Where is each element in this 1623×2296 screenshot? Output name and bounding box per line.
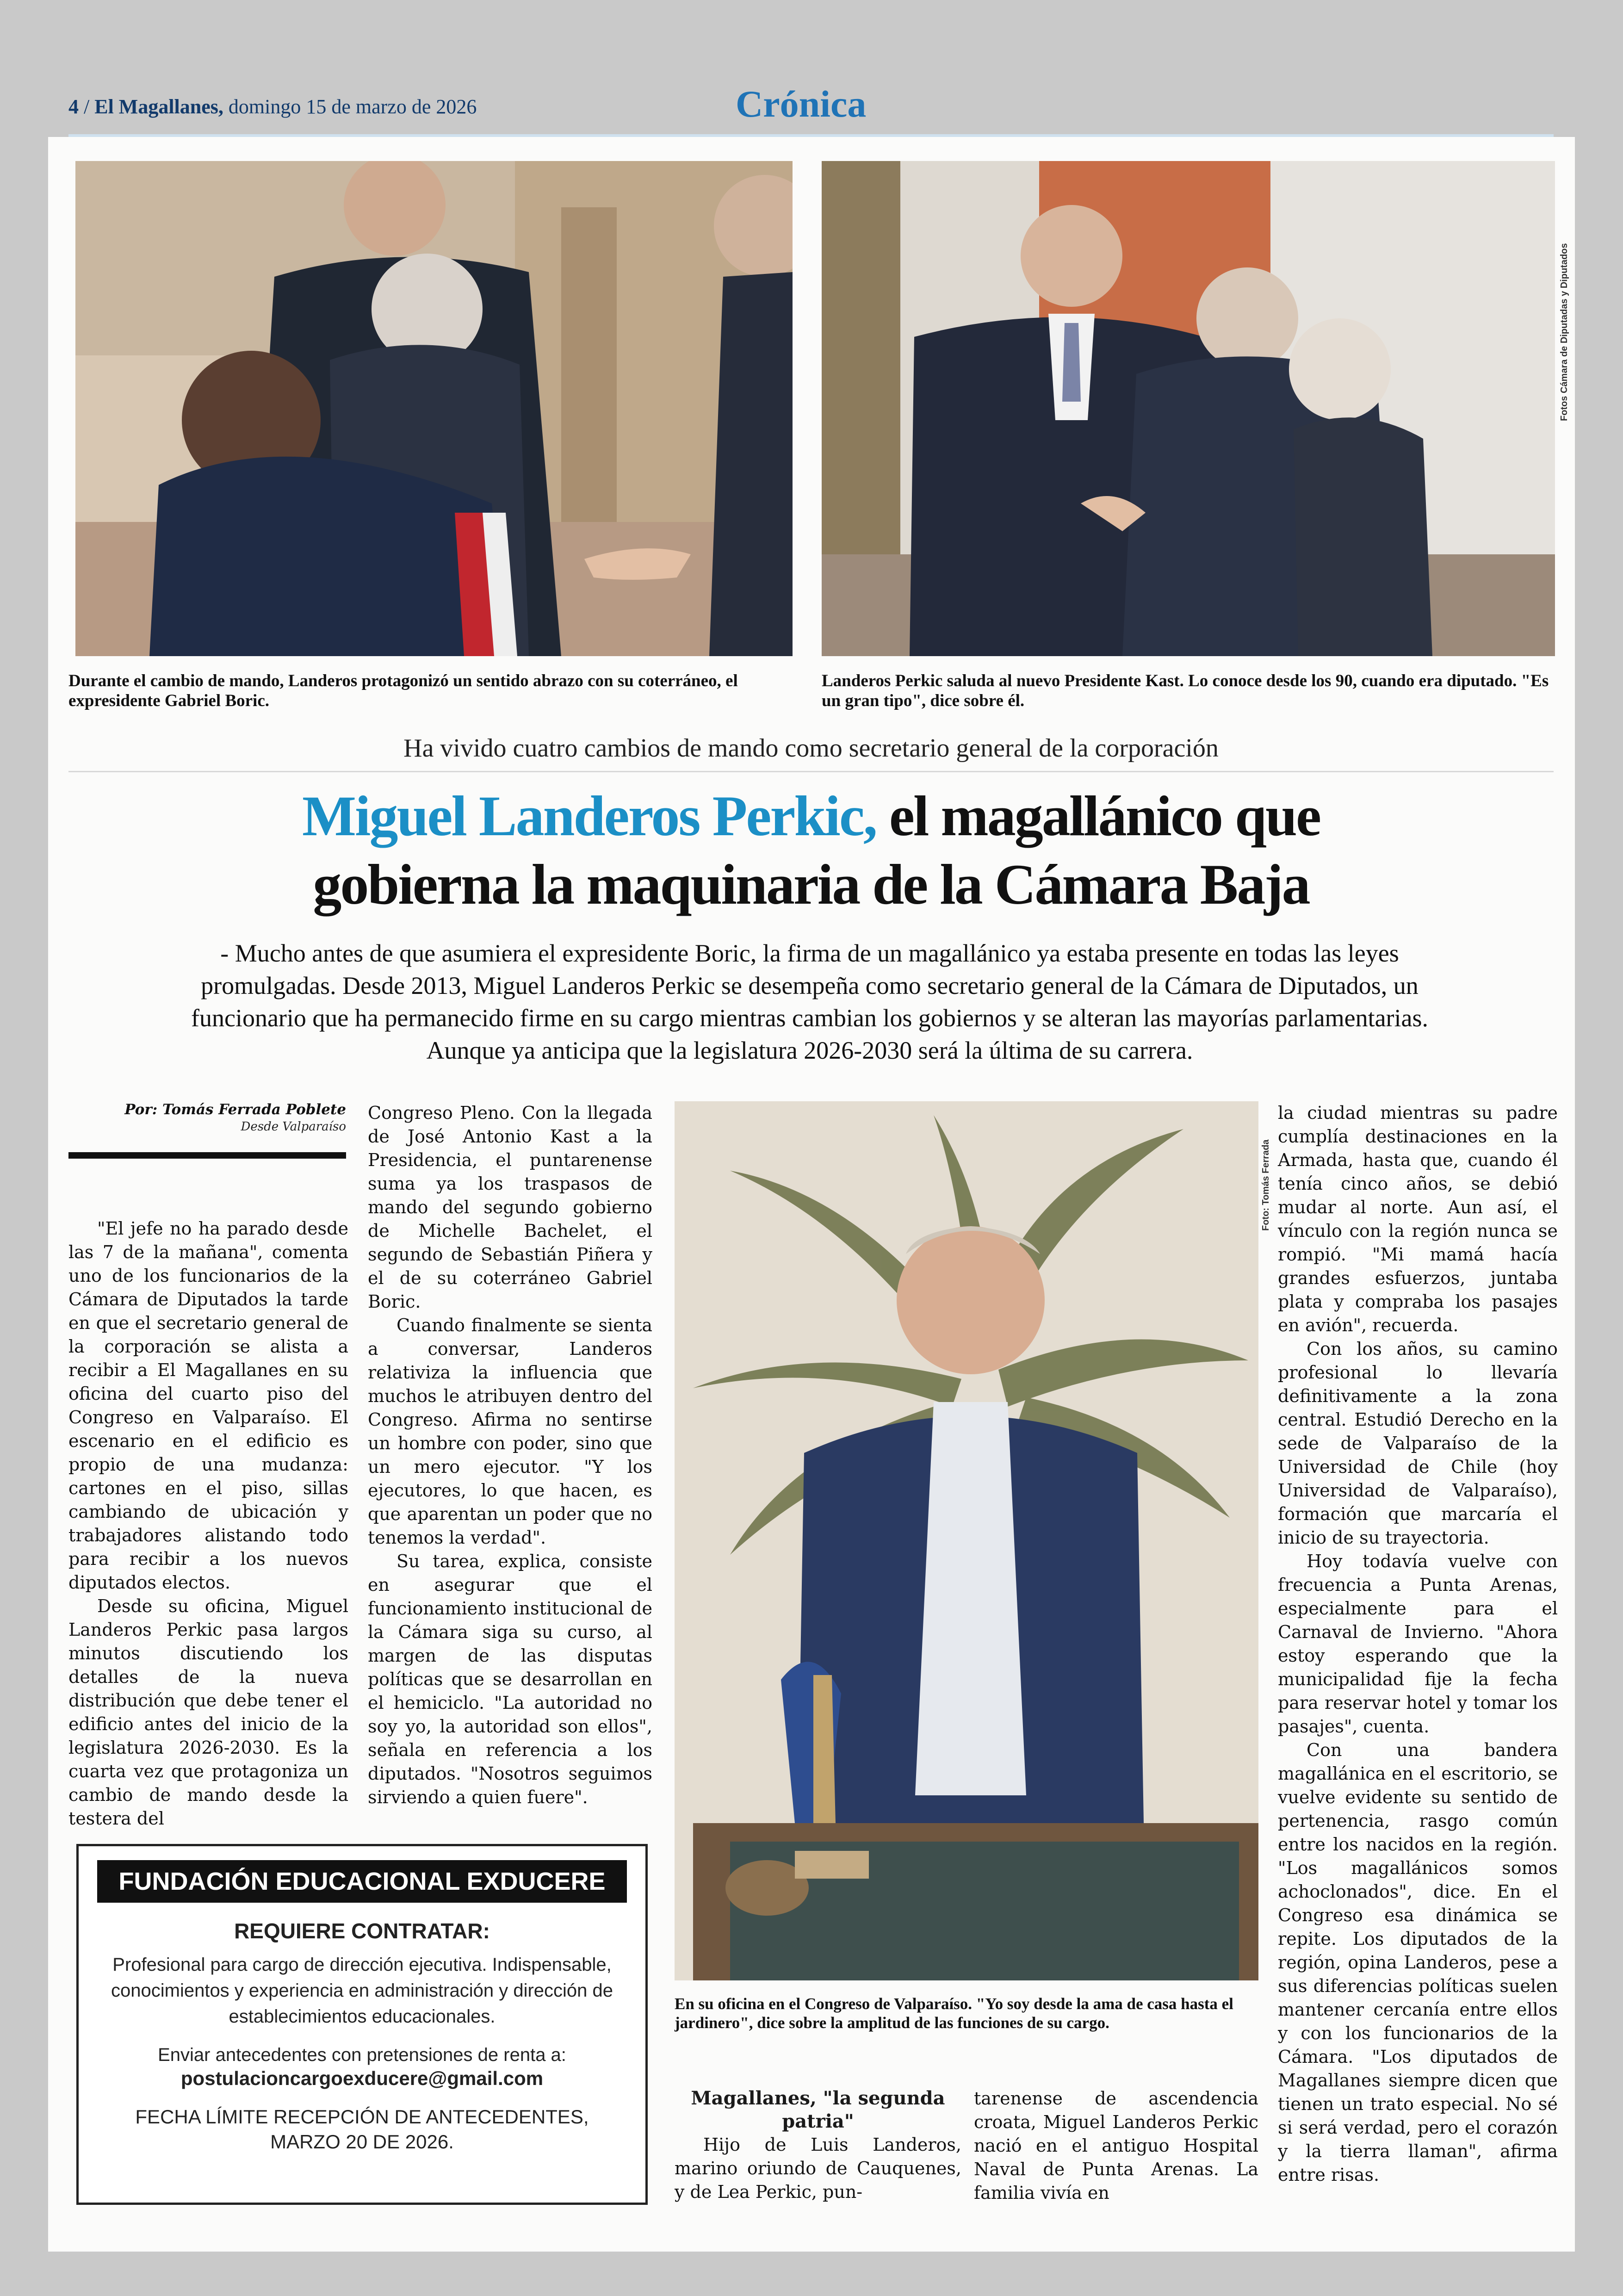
article-column-1 xyxy=(68,1217,348,1831)
ad-email[interactable]: postulacioncargoexducere@gmail.com xyxy=(180,2067,544,2089)
article-column-4 xyxy=(974,2087,1258,2205)
kicker-rule xyxy=(68,771,1554,772)
headline-name: Miguel Landeros Perkic, xyxy=(302,784,876,848)
ad-send-instructions: Enviar antecedentes con pretensiones de renta a: xyxy=(158,2045,566,2065)
headline-rest: el magallánico que xyxy=(876,784,1320,848)
photo-boric-embrace xyxy=(75,161,793,656)
paragraph: "El jefe no ha parado desde las 7 de la mañana", comenta uno de los funcionarios de la Cámara de Diputados la tarde en que el secretario general de la corporación se alista a recibir a El Magallanes en su oficina del cuarto piso del Congreso en Valparaíso. El escenario en el edificio es propio de una mudanza: cartones en el piso, sillas cambiando de ubicación y trabajadores alistando todo para recibir a los nuevos diputados electos. xyxy=(68,1218,348,1593)
byline: Por: Tomás Ferrada Poblete xyxy=(124,1101,346,1118)
job-advertisement xyxy=(76,1844,648,2205)
article-column-5 xyxy=(1278,1101,1558,2187)
article-kicker: Ha vivido cuatro cambios de mando como secretario general de la corporación xyxy=(403,734,1219,763)
article-column-3 xyxy=(675,2133,961,2204)
publication-name: El Magallanes, xyxy=(94,95,223,118)
paragraph: Con una bandera magallánica en el escritorio, se vuelve evidente su sentido de pertenencia, rasgo común entre los nacidos en la región. "Los magallánicos somos achoclonados", dice. En el Congreso esa dinámica se repite. Los diputados de la región, opina Landeros, pese a sus diferencias políticas suelen mantener cercanía entre ellos y con los funcionarios de la Cámara. "Los diputados de Magallanes siempre dicen que tienen un trato especial. No sé si será verdad, pero el corazón y la tierra llaman", afirma entre risas. xyxy=(1278,1740,1558,2185)
issue-date: domingo 15 de marzo de 2026 xyxy=(228,95,477,118)
paragraph: Hijo de Luis Landeros, marino oriundo de Cauquenes, y de Lea Perkic, pun- xyxy=(675,2135,961,2202)
paragraph: la ciudad mientras su padre cumplía destinaciones en la Armada, hasta que, cuando él tenía cinco años, se debió mudar al norte. Aun así, el vínculo con la región nunca se rompió. "Mi mamá hacía grandes esfuerzos, juntaba plata y compraba los pasajes en avión", recuerda. xyxy=(1278,1103,1558,1335)
caption-left: Durante el cambio de mando, Landeros protagonizó un sentido abrazo con su coterráneo, el expresidente Gabriel Boric. xyxy=(68,671,738,710)
byline-rule xyxy=(68,1152,346,1159)
article-lead: - Mucho antes de que asumiera el expresidente Boric, la firma de un magallánico ya estaba presente en todas las leyes promulgadas. Desde 2013, Miguel Landeros Perkic se desempeña como secretario general de la Cámara de Diputados, un funcionario que ha permanecido firme en su cargo mientras cambian los gobiernos y se alteran las mayorías parlamentarias. Aunque ya anticipa que la legislatura 2026-2030 será la última de su carrera. xyxy=(191,939,1429,1064)
section-title: Crónica xyxy=(736,83,867,125)
paragraph: Hoy todavía vuelve con frecuencia a Punta Arenas, especialmente para el Carnaval de Invierno. "Ahora estoy esperando que la municipalidad fije la fecha para reservar hotel y tomar los pasajes", cuenta. xyxy=(1278,1551,1558,1737)
photo-credit-top: Fotos Cámara de Diputadas y Diputados xyxy=(1559,243,1569,421)
header-rule xyxy=(68,134,1554,137)
photo-kast-greeting xyxy=(822,161,1555,656)
paragraph: Desde su oficina, Miguel Landeros Perkic pasa largos minutos discutiendo los detalles de la nueva distribución que debe tener el edificio antes del inicio de la legislatura 2026-2030. Es la cuarta vez que protagoniza un cambio de mando desde la testera del xyxy=(68,1596,348,1829)
photo-landeros-office xyxy=(675,1101,1258,1980)
paragraph: tarenense de ascendencia croata, Miguel Landeros Perkic nació en el antiguo Hospital Naval de Punta Arenas. La familia vivía en xyxy=(974,2088,1258,2203)
paragraph: Su tarea, explica, consiste en asegurar que el funcionamiento institucional de la Cámara siga su curso, al margen de las disputas políticas que se desarrollan en el hemiciclo. "La autoridad no soy yo, la autoridad son ellos", señala en referencia a los diputados. "Nosotros seguimos sirviendo a quien fuere". xyxy=(368,1551,652,1807)
article-subhead: Magallanes, "la segunda patria" xyxy=(691,2087,945,2132)
headline-line-2: gobierna la maquinaria de la Cámara Baja xyxy=(313,853,1309,916)
article-column-2 xyxy=(368,1101,652,1809)
ad-body: Profesional para cargo de dirección ejecutiva. Indispensable, conocimientos y experiencia en administración y dirección de establecimientos educacionales. xyxy=(111,1955,613,2027)
dateline: Desde Valparaíso xyxy=(241,1120,346,1134)
article-headline xyxy=(68,782,1554,919)
paragraph: Con los años, su camino profesional lo llevaría definitivamente a la zona central. Estudió Derecho en la sede de Valparaíso de la Universidad de Chile (hoy Universidad de Valparaíso), formación que marcaría el inicio de su trayectoria. xyxy=(1278,1339,1558,1548)
ad-deadline: FECHA LÍMITE RECEPCIÓN DE ANTECEDENTES, MARZO 20 DE 2026. xyxy=(135,2106,589,2153)
caption-right: Landeros Perkic saluda al nuevo Presidente Kast. Lo conoce desde los 90, cuando era diputado. "Es un gran tipo", dice sobre él. xyxy=(822,671,1549,710)
paragraph: Congreso Pleno. Con la llegada de José Antonio Kast a la Presidencia, el puntarenense suma ya los traspasos de mando del segundo gobierno de Michelle Bachelet, el segundo de Sebastián Piñera y el de su coterráneo Gabriel Boric. xyxy=(368,1103,652,1312)
ad-subtitle: REQUIERE CONTRATAR: xyxy=(234,1919,490,1943)
page-number: 4 xyxy=(68,95,79,118)
ad-title: FUNDACIÓN EDUCACIONAL EXDUCERE xyxy=(97,1860,627,1903)
paragraph: Cuando finalmente se sienta a conversar, Landeros relativiza la influencia que muchos le atribuyen dentro del Congreso. Afirma no sentirse un hombre con poder, sino que un mero ejecutor. "Y los ejecutores, lo que hacen, es que aparentan un poder que no tenemos la verdad". xyxy=(368,1315,652,1548)
caption-portrait: En su oficina en el Congreso de Valparaíso. "Yo soy desde la ama de casa hasta el jardinero", dice sobre la amplitud de las funciones de su cargo. xyxy=(675,1995,1233,2032)
photo-credit-portrait: Foto: Tomás Ferrada xyxy=(1261,1139,1271,1231)
page-header: 4 / El Magallanes, domingo 15 de marzo de 2026 xyxy=(68,95,477,118)
